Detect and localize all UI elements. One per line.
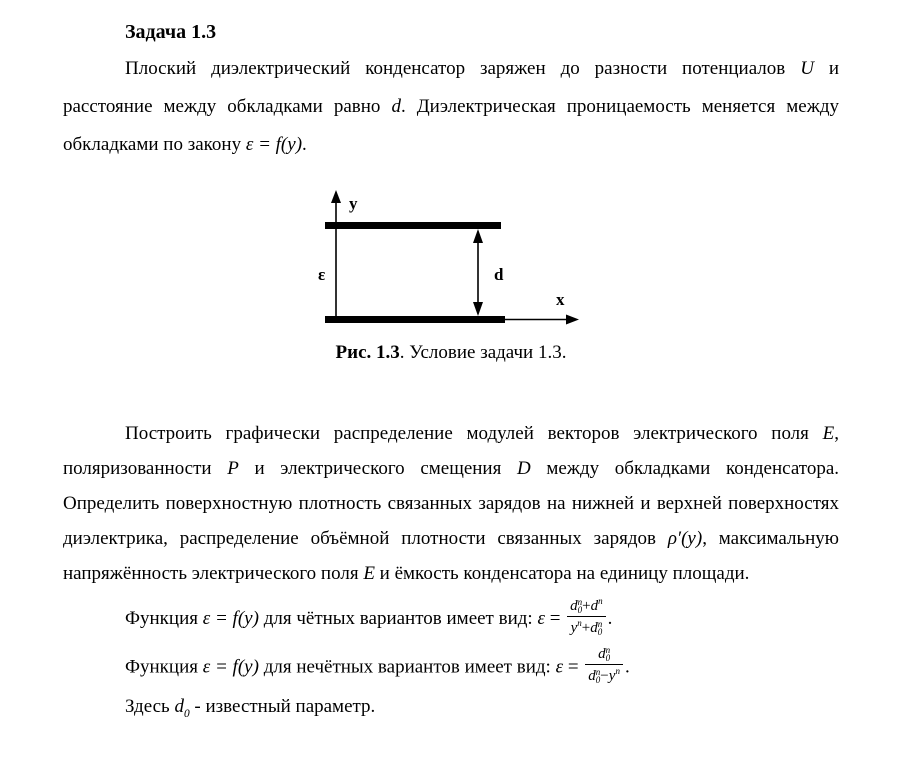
text-run: + [582, 598, 591, 614]
top-plate [325, 222, 501, 229]
text-run: D [517, 458, 531, 479]
text-run: $y^n$ [608, 666, 620, 684]
y-axis-arrowhead-icon [331, 190, 341, 203]
text-run: ε = f(y) [245, 134, 303, 155]
text-run: , поляризованности [63, 423, 839, 479]
distance-arrow-bottom-icon [473, 302, 483, 316]
distance-label: d [494, 265, 504, 284]
figure-capacitor [63, 188, 839, 366]
text-run: Плоский диэлектрический конденсатор заряжен до разности потенциалов [125, 58, 801, 79]
text-run: и расстояние между обкладками равно [63, 58, 840, 117]
text-run: . [302, 134, 307, 155]
text-run: d [391, 96, 401, 117]
text-run: d n 0 [590, 619, 603, 638]
closing-note [125, 694, 839, 727]
text-run: Построить графически распределение модулей векторов электрического поля [125, 423, 823, 444]
text-run: d n 0 [588, 667, 601, 686]
x-axis-arrowhead-icon [566, 315, 579, 325]
y-axis-label: y [349, 194, 358, 213]
text-run: P [227, 458, 239, 479]
bottom-plate [325, 316, 505, 323]
text-run: , максимальную напряжённость электрического поля [63, 528, 839, 584]
text-run: U [800, 58, 814, 79]
problem-title: Задача 1.3 [125, 21, 217, 43]
x-axis-label: x [556, 290, 565, 309]
text-run: Функция [125, 607, 203, 629]
capacitor-diagram [311, 188, 591, 338]
text-run: d n 0 [598, 645, 611, 664]
paragraph-task [63, 416, 839, 591]
text-run: $d^n$ [590, 596, 603, 614]
distance-arrow-top-icon [473, 229, 483, 243]
text-run: ε [537, 607, 545, 629]
text-run: Рис. 1.3 [335, 342, 400, 363]
text-run: E [363, 563, 375, 584]
text-run: Функция [125, 656, 203, 678]
text-run: ε = f(y) [202, 656, 259, 678]
text-run: между обкладками конденсатора. Определить поверхностную плотность связанных зарядов на нижней и верхней поверхностях диэлектрика, распределение объёмной плотности связанных зарядов [63, 458, 840, 549]
text-run: . [624, 656, 630, 678]
text-run: − [600, 668, 609, 684]
fraction [585, 645, 623, 685]
text-run: для чётных вариантов имеет вид: [258, 607, 538, 629]
text-run: - известный параметр. [189, 696, 376, 717]
text-run: . Условие задачи 1.3. [399, 342, 567, 363]
epsilon-label: ε [318, 265, 326, 284]
text-run: ε [555, 656, 564, 678]
figure-caption [63, 340, 839, 366]
text-run: E [822, 423, 835, 444]
text-run: . [607, 607, 613, 629]
text-run: ρ′(y) [667, 528, 703, 549]
text-run: ε = f(y) [202, 607, 259, 629]
text-run: и электрического смещения [238, 458, 517, 479]
formula-even-variants [125, 596, 839, 640]
text-run: d n 0 [570, 597, 583, 616]
text-run: . Диэлектрическая проницаемость меняется между обкладками по закону [63, 96, 839, 155]
paragraph-problem-statement [63, 50, 839, 164]
text-run: $d_0$ [174, 696, 190, 720]
text-run: Здесь [125, 696, 175, 717]
fraction [567, 596, 605, 637]
text-run: для нечётных вариантов имеет вид: [258, 656, 556, 678]
text-run: + [581, 620, 591, 636]
formula-odd-variants [125, 645, 839, 688]
text-run: = [563, 656, 584, 678]
text-run: = [544, 607, 566, 629]
text-run: $y^n$ [570, 618, 582, 636]
text-run: и ёмкость конденсатора на единицу площади. [374, 563, 750, 584]
